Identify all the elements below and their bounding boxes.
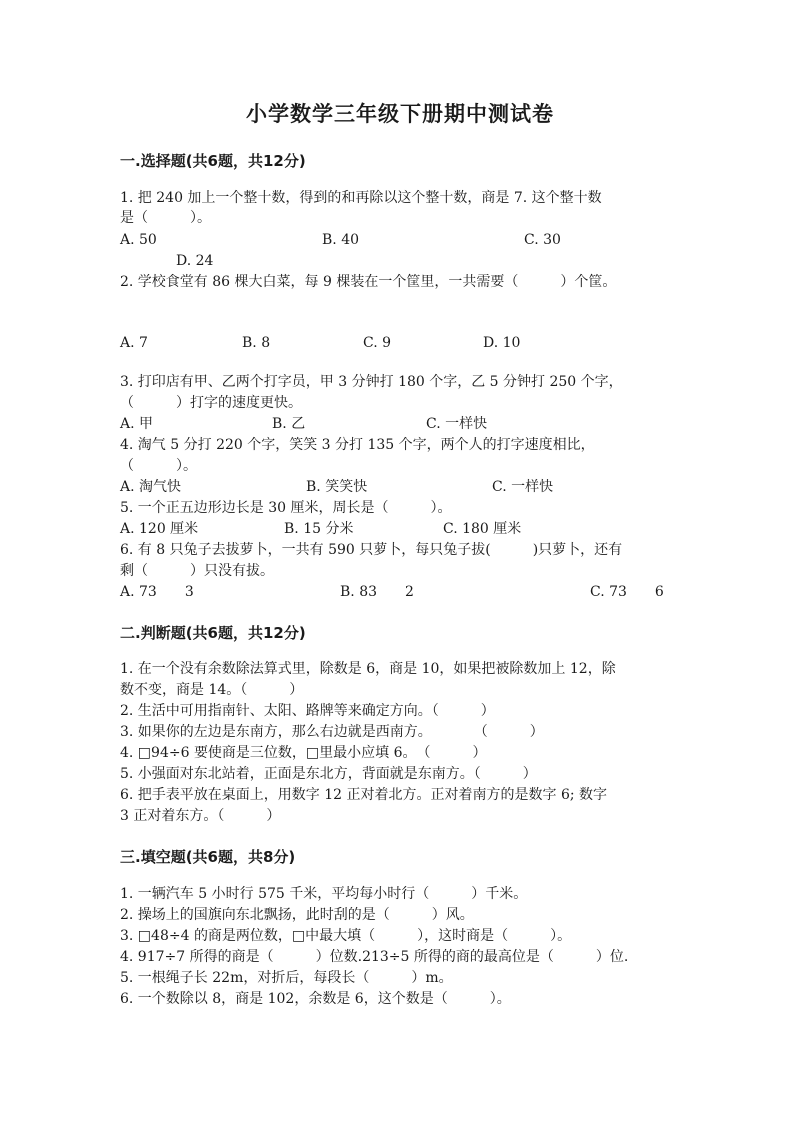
s1-q3-option-a: A. 甲 (120, 416, 154, 432)
s1-q1-line1: 1. 把 240 加上一个整十数，得到的和再除以这个整十数，商是 7. 这个整十数 (120, 190, 602, 206)
s1-q1-option-c: C. 30 (524, 232, 561, 248)
exam-title: 小学数学三年级下册期中测试卷 (246, 102, 554, 126)
s3-q1: 1. 一辆汽车 5 小时行 575 千米，平均每小时行（ ）千米。 (120, 886, 528, 902)
s1-q5-option-b: B. 15 分米 (284, 521, 354, 537)
s1-q4-line2: （ ）。 (120, 458, 197, 474)
s1-q4-option-c: C. 一样快 (492, 479, 554, 495)
s2-q1-line1: 1. 在一个没有余数除法算式里，除数是 6，商是 10，如果把被除数加上 12，除 (120, 661, 616, 677)
s1-q3-line1: 3. 打印店有甲、乙两个打字员，甲 3 分钟打 180 个字，乙 5 分钟打 250 个字， (120, 374, 623, 390)
s2-q1-line2: 数不变，商是 14。（ ） (120, 682, 304, 698)
s1-q3-option-c: C. 一样快 (426, 416, 488, 432)
s1-q3-option-b: B. 乙 (272, 416, 306, 432)
s1-q5-option-a: A. 120 厘米 (120, 521, 199, 537)
s1-q2-option-d: D. 10 (483, 335, 521, 351)
s1-q4-option-b: B. 笑笑快 (306, 479, 368, 495)
s3-q5: 5. 一根绳子长 22m，对折后，每段长（ ）m。 (120, 970, 453, 986)
s3-q6: 6. 一个数除以 8，商是 102，余数是 6，这个数是（ ）。 (120, 991, 511, 1007)
s1-q4-option-a: A. 淘气快 (120, 479, 182, 495)
s1-q1-line2: 是（ ）。 (120, 210, 211, 226)
s1-q3-line2: （ ）打字的速度更快。 (120, 395, 302, 411)
s1-q2-line1: 2. 学校食堂有 86 棵大白菜，每 9 棵装在一个筐里，一共需要（ ）个筐。 (120, 274, 617, 290)
s1-q4-line1: 4. 淘气 5 分打 220 个字，笑笑 3 分打 135 个字，两个人的打字速度相比， (120, 437, 595, 453)
s3-q4: 4. 917÷7 所得的商是（ ）位数.213÷5 所得的商的最高位是（ ）位. (120, 949, 629, 965)
s1-q6-line1: 6. 有 8 只兔子去拔萝卜，一共有 590 只萝卜，每只兔子拔( )只萝卜，还有 (120, 542, 623, 558)
section2-heading: 二.判断题(共6题，共12分) (120, 624, 306, 642)
s2-q6-line1: 6. 把手表平放在桌面上，用数字 12 正对着北方。正对着南方的是数字 6; 数字 (120, 787, 608, 803)
s2-q5: 5. 小强面对东北站着，正面是东北方，背面就是东南方。（ ） (120, 766, 537, 782)
s1-q1-option-b: B. 40 (322, 232, 360, 248)
section1-heading: 一.选择题(共6题，共12分) (120, 152, 306, 170)
s1-q5-line1: 5. 一个正五边形边长是 30 厘米，周长是（ ）。 (120, 500, 452, 516)
s1-q2-option-b: B. 8 (242, 335, 271, 351)
s1-q2-option-c: C. 9 (363, 335, 392, 351)
s1-q6-option-a: A. 73 3 (120, 584, 194, 600)
s2-q3: 3. 如果你的左边是东南方，那么右边就是西南方。 （ ） (120, 724, 544, 740)
s1-q1-option-d: D. 24 (176, 253, 214, 269)
s2-q4: 4. □94÷6 要使商是三位数，□里最小应填 6。 （ ） (120, 745, 487, 761)
s1-q5-option-c: C. 180 厘米 (443, 521, 522, 537)
s1-q1-option-a: A. 50 (120, 232, 157, 248)
s2-q6-line2: 3 正对着东方。（ ） (120, 808, 281, 824)
s1-q6-option-c: C. 73 6 (590, 584, 664, 600)
s2-q2: 2. 生活中可用指南针、太阳、路牌等来确定方向。（ ） (120, 703, 495, 719)
s1-q2-option-a: A. 7 (120, 335, 148, 351)
section3-heading: 三.填空题(共6题，共8分) (120, 848, 296, 866)
s1-q6-line2: 剩（ ）只没有拔。 (120, 563, 274, 579)
s1-q6-option-b: B. 83 2 (340, 584, 414, 600)
s3-q2: 2. 操场上的国旗向东北飘扬，此时刮的是（ ）风。 (120, 907, 474, 923)
s3-q3: 3. □48÷4 的商是两位数，□中最大填（ ），这时商是（ ）。 (120, 928, 572, 944)
